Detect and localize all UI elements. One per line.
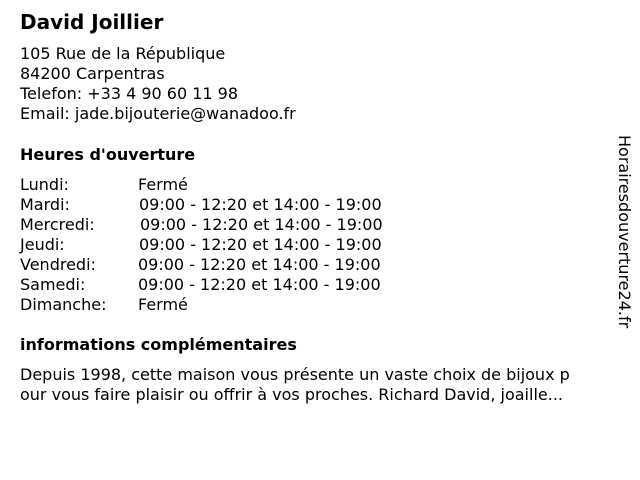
day-label: Jeudi: <box>20 235 65 254</box>
day-label: Mardi: <box>20 195 70 214</box>
address-city: 84200 Carpentras <box>20 64 165 83</box>
site-watermark: Horairesdouverture24.fr <box>615 135 634 329</box>
business-name: David Joillier <box>20 10 164 34</box>
hours-value: Fermé <box>138 175 188 194</box>
business-description <box>20 365 620 405</box>
day-label: Mercredi: <box>20 215 95 234</box>
phone-number[interactable]: Telefon: +33 4 90 60 11 98 <box>20 84 239 103</box>
hours-value: 09:00 - 12:20 et 14:00 - 19:00 <box>139 195 382 214</box>
opening-hours-heading: Heures d'ouverture <box>20 145 196 164</box>
description-line: Depuis 1998, cette maison vous présente un vaste choix de bijoux p <box>20 365 570 384</box>
day-label: Samedi: <box>20 275 86 294</box>
hours-value: 09:00 - 12:20 et 14:00 - 19:00 <box>138 255 381 274</box>
address-street: 105 Rue de la République <box>20 44 226 63</box>
day-label: Lundi: <box>20 175 69 194</box>
hours-value: 09:00 - 12:20 et 14:00 - 19:00 <box>139 235 382 254</box>
hours-value: 09:00 - 12:20 et 14:00 - 19:00 <box>138 275 381 294</box>
day-label: Vendredi: <box>20 255 96 274</box>
day-label: Dimanche: <box>20 295 107 314</box>
email-address[interactable]: Email: jade.bijouterie@wanadoo.fr <box>20 104 296 123</box>
hours-value: Fermé <box>138 295 188 314</box>
hours-value: 09:00 - 12:20 et 14:00 - 19:00 <box>140 215 383 234</box>
additional-info-heading: informations complémentaires <box>20 335 297 354</box>
contact-block <box>20 44 296 124</box>
description-line: our vous faire plaisir ou offrir à vos proches. Richard David, joaille... <box>20 385 563 404</box>
